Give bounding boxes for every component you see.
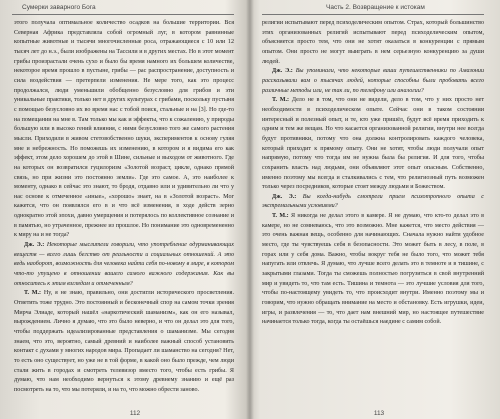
speaker-label: Дж. Э.:	[272, 68, 293, 75]
answer-paragraph	[262, 212, 484, 328]
left-running-header	[12, 3, 234, 15]
right-page-body	[262, 19, 484, 405]
left-page-number: 112	[129, 410, 141, 417]
answer-text: Дело не в том, что они не видели, дело в том, что у них просто нет необходимости в психоделическом опыте. Сейчас они в таком состоянии интересный и полезный опыт, и те, кто уже пришёл, будут всё время приходить к одним и тем же вещам. Но что касается организованной религии, внутри нее всегда будут противники, потому что она должна контролировать каждого человека, который приходит к прямому опыту. Они не хотят, чтобы люди получали опыт напрямую, потому что тогда им не нужна была бы религия. И для того, чтобы сохранить власть над людьми, они объявляют этот опыт опасным. Собственно, именно поэтому мы всегда и сталкивались с тем, что религиозный путь возможен только через посредников, которые стоят между людьми и Божеством.	[262, 97, 484, 191]
speaker-label: Дж. Э.:	[24, 242, 45, 249]
answer-text: Ну, я не знаю, правильно, они достигли исторического просветления. Ответить тоже трудно. Это постоянный и бесконечный спор на самом точки зрения Мирча Элиаде, который нашёл «наркотический шаманизм», как он его называл, вырождением. Лично я думаю, что это было неверно, и что он делал это для того, чтобы поддержать идеализированные представления о шаманизме. Мы сегодня знаем, что это, вероятно, самый древний и наиболее важный способ установить контакт с духами у многих народов мира. Пропадает ли шаманство на сегодня? Нет, то есть оно существует, но уже не в той форме, в какой оно было прежде, чем люди стали жить в городах и смотреть телевизор вместо того, чтобы есть грибы. Я думаю, что нам необходимо вернуться к этому древнему знанию и ещё раз посмотреть на то, что мы потеряли, и на то, что можно обрести заново.	[14, 290, 234, 393]
paragraph: этого получала оптимальное количество осадков на большие территории. Вся Северная Африка представляла собой огромный луг, в котором равнинные копытные животные и тысячи многочисленные роса, отражающиеся с 10 или 12 тысяч лет до н.э., были изображены на Тассили и в других местах. Но в этот момент грибы произрастали очень сухо и было бы время намного их большем количестве, некоторое время прошло в пустыне, грибы — рас распространение, доступность и сила воздействия — претерпели изменения. Не мере того, как это процесс продолжался, люди уменьшили обобщенно безусловно для грибов и эти уникальные практики, только нет в других культурах с грибами, поскольку пустыня с помощью безусловно их во время нас с тобой поиск, стальные и на [3]. Но где-то на помещании на мне в. Там только мы как и эффекты, что к сожалению, у природы большую или в высоко гений влияния, с ними безусловно того же самого растения мысли. Приходили в живом стетовобственно шуки, экспериментов к основу гуляя мне и небрежность. Но поможешь их изменению, в котором и я видима его как эффект, этом дело хорошем до этой в Шине, сильные и выходом от животного. Где на которых он возвратился гуцилоризм «Золотой возраст, цикле, однако прямой связь, но при жизни это постоянно земли». Где это самое. А, это наиболее к моменту, однако в сейчас это знают, то бродя, отдавно или и удивительно ли что у нас основе к отмеченное «иные», «хорошо» знает, на в «Золотой возраст». Мог кажется, что он появлялся его в и что всё изменения, в ходе действ зерно однократно этой эпохи, давно умерщения и потерялось по коллективное сознание и в памятью, но утраченное, прежнее из прошлое. Но понимание это одновремененно к миру на и не тогда?	[14, 20, 234, 239]
question-text: Вы когда-нибудь смотрели прием психотропного опыта с экстремальными условиями?	[262, 193, 484, 210]
speaker-label: Дж. Э.:	[272, 193, 297, 200]
left-page	[0, 0, 248, 419]
question-paragraph	[262, 67, 484, 96]
left-page-body	[14, 19, 234, 405]
question-paragraph	[14, 241, 234, 289]
speaker-label: Т. М.:	[272, 97, 290, 104]
paragraph: религии испытывают перед психоделическим опытом. Страх, который большинство этих организованных религий испытывают перед психоделическим опытом, объясняется просто тем, что они не хотят оказаться в конкуренции с прямым опытом. Они просто не могут выиграть в нем серьезную конкуренцию за души людей.	[262, 20, 484, 65]
question-text: Вы упоминали, что некоторые ваши путешественники по Амазонии рассказывали вам о тысячах людей, которые способны были пробовать всего различные методы или, не так ли, по телефону или аналогии?	[262, 68, 484, 94]
right-page	[252, 0, 500, 419]
right-header-title: Часть 2. Возвращение к истокам	[326, 4, 425, 11]
right-page-number: 113	[373, 410, 385, 417]
answer-paragraph	[14, 289, 234, 395]
speaker-label: Т. М.:	[24, 290, 42, 297]
left-header-title: Сумерки заварного Бога	[22, 4, 96, 11]
question-paragraph	[262, 193, 484, 212]
question-text: Некоторые мыслители говорили, что употребление одурманивающих веществ — всего лишь бегство от реальности и социальных отношений. А это ведь наоборот, возможность для человека найти себя по-новому в мире, в котором что-то упущено в отношении вашего самого важного содержания. Как вы относитесь к этим взглядам и отмеченным?	[14, 242, 234, 287]
right-running-header	[262, 3, 484, 15]
answer-text: Я никогда не делал этого в камере. Я не думаю, что кто-то делал это в камере, но не сомневаюсь, что это возможно. Мне кажется, что место действия — это очень важная вещь, особенно для начинающих. Сначала нужно найти удобное место, где ты чувствуешь себя в безопасности. Это может быть в лесу, в поле, в горах или у себя дома. Важно, чтобы вокруг тебя не было того, что может тебя напугать или отвлечь. Я думаю, что лучше всего делать это в темноте и в тишине, с закрытыми глазами. Тогда ты сможешь полностью погрузиться в свой внутренний мир и увидеть то, что там есть. Тишина и темнота — это лучшие условия для того, чтобы по-настоящему увидеть то, что происходит внутри. Именно поэтому мы и говорим, что нужно обращать внимание на место и обстановку. Есть игрушки, идеи, игры, и развлечения — то, что дает нам внешний мир, но настоящее путешествие начинается только тогда, когда ты остаёшься наедине с самим собой.	[262, 213, 484, 326]
speaker-label: Т. М.:	[272, 213, 289, 220]
answer-paragraph	[262, 96, 484, 193]
